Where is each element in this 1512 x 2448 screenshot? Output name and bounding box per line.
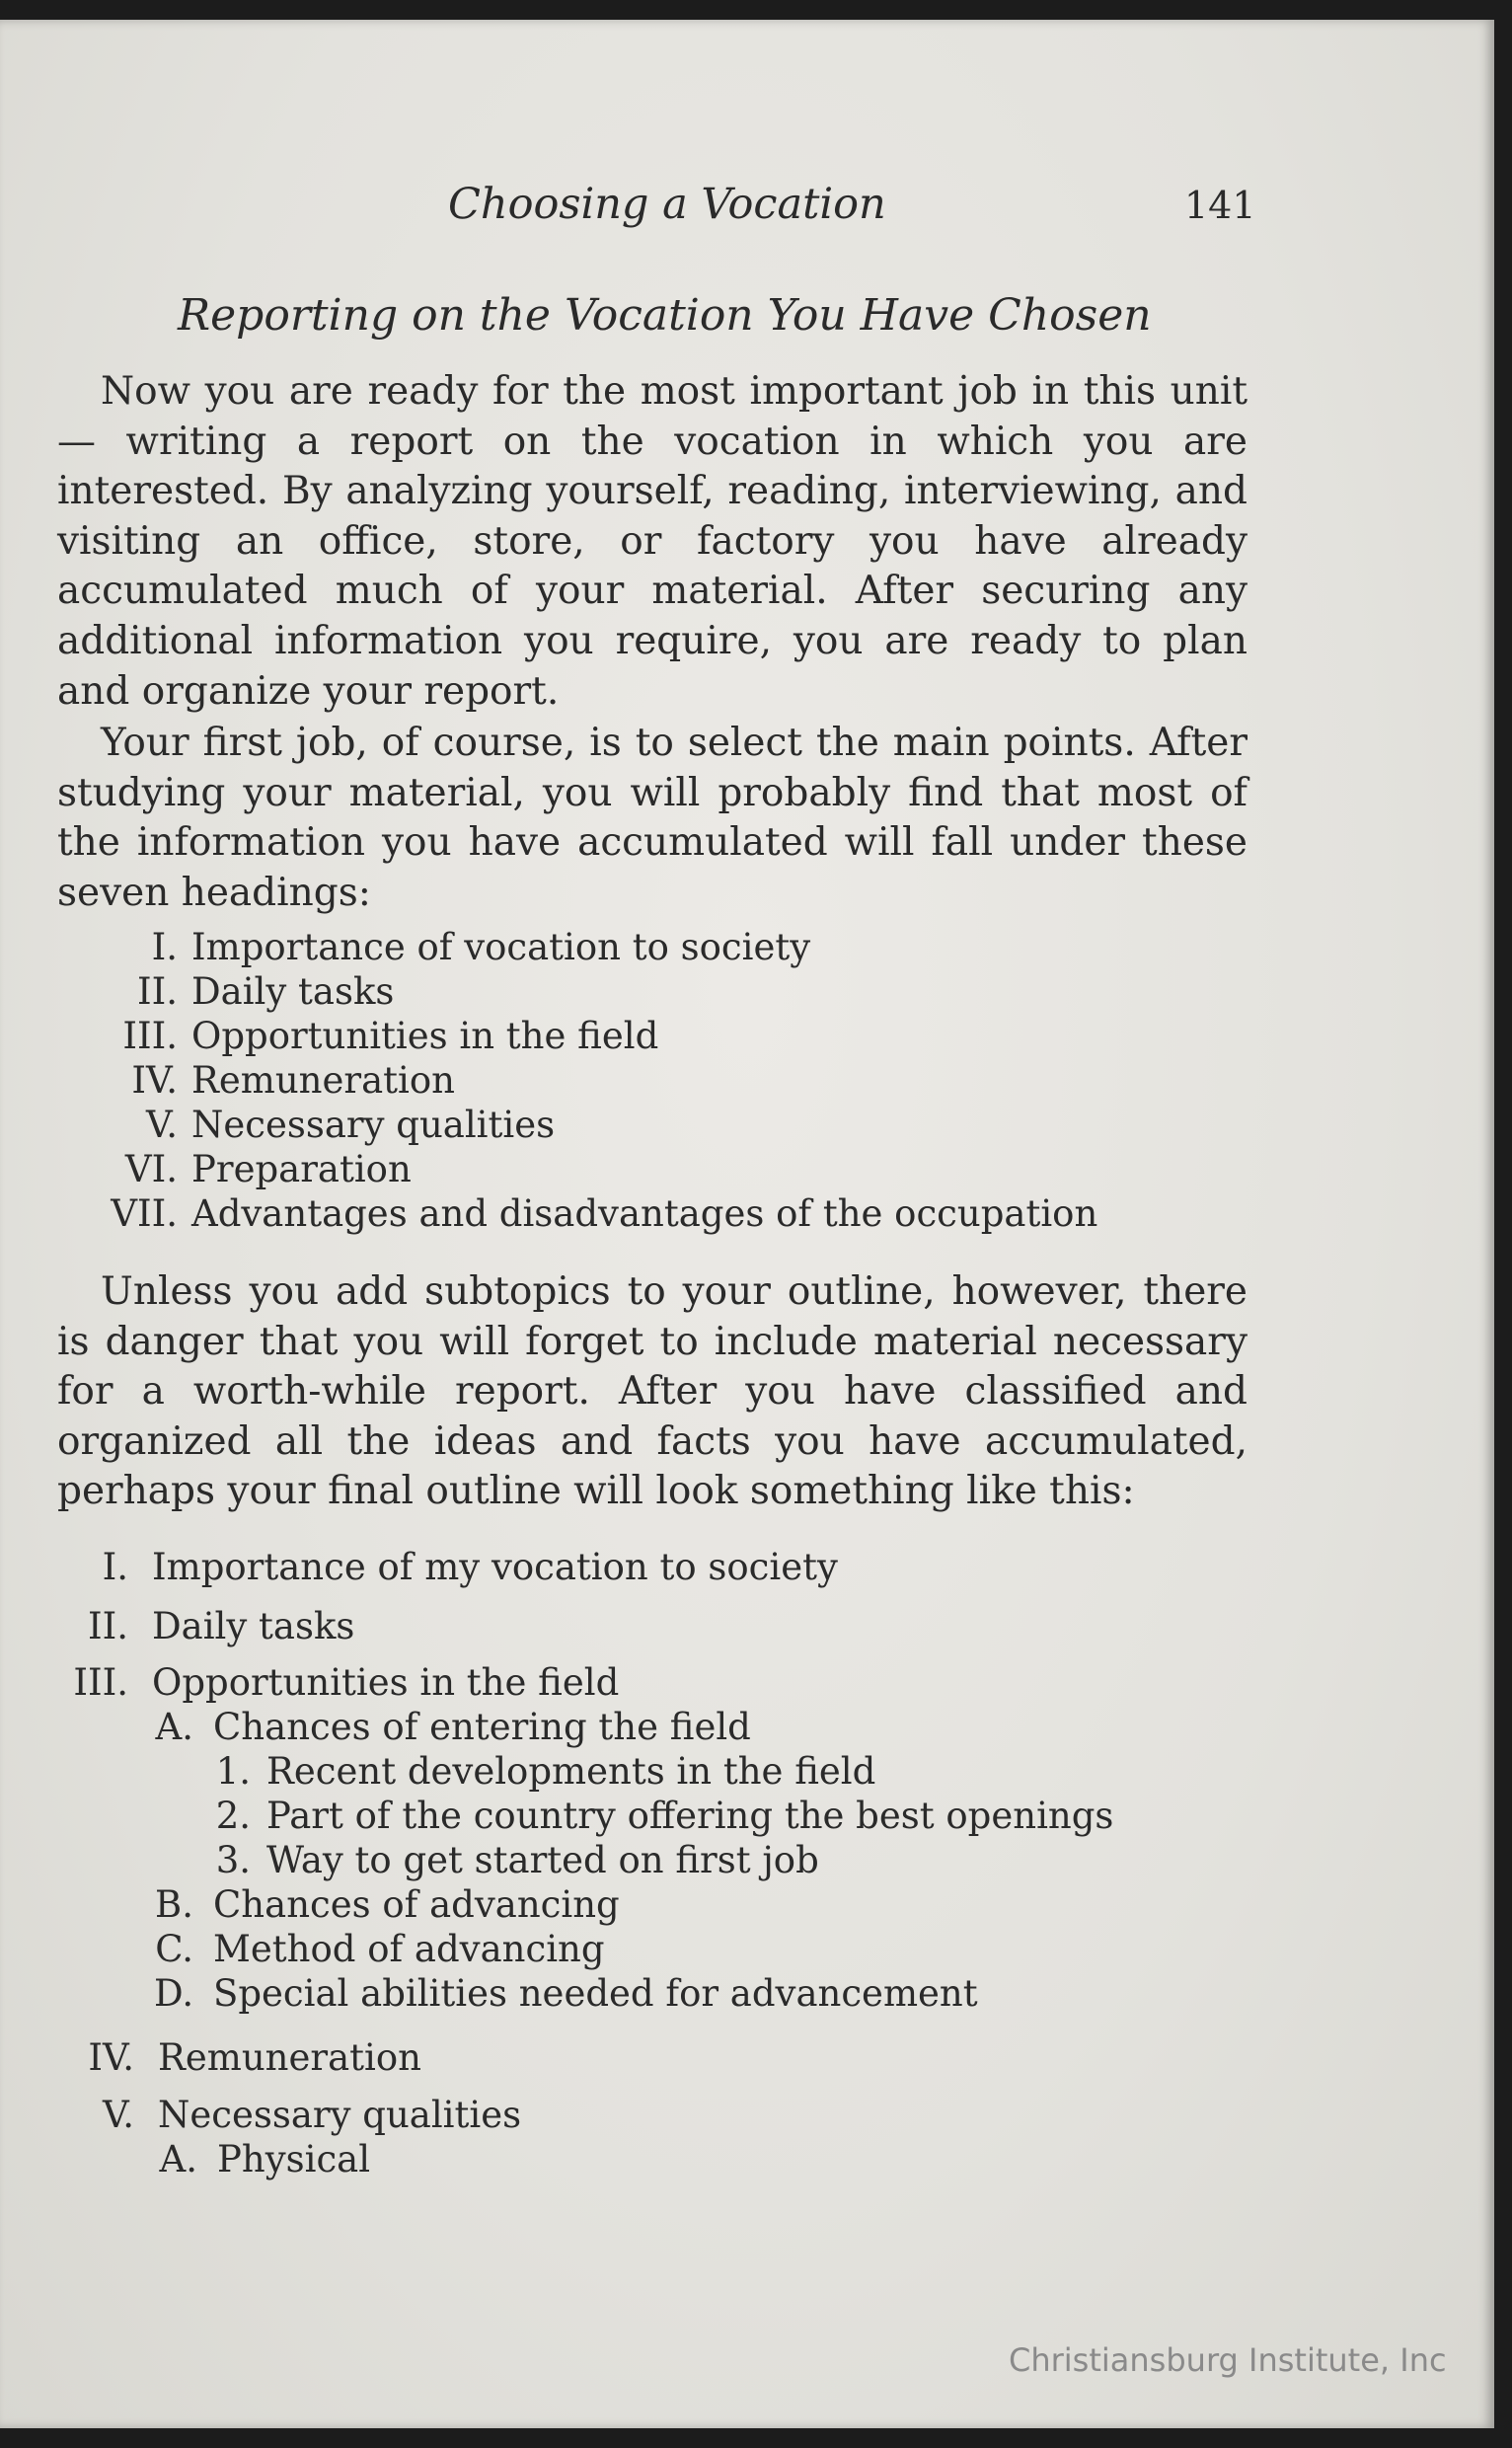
- outline-item-text: Special abilities needed for advancement: [213, 1972, 978, 2015]
- book-page: [0, 20, 1494, 2428]
- outline-item-number: B.: [155, 1883, 193, 1926]
- list-item-number: I.: [151, 926, 178, 968]
- outline-item-number: III.: [73, 1661, 128, 1704]
- outline-item-text: Remuneration: [158, 2036, 421, 2079]
- outline-item-number: V.: [102, 2094, 134, 2136]
- list-item-text: Opportunities in the field: [191, 1015, 659, 1057]
- list-item-text: Preparation: [191, 1148, 412, 1190]
- outline-item-text: Physical: [217, 2138, 371, 2180]
- list-item-number: IV.: [131, 1059, 178, 1102]
- outline-item-number: 3.: [215, 1839, 251, 1881]
- outline-item-number: 1.: [215, 1750, 251, 1793]
- outline-item-text: Method of advancing: [213, 1928, 605, 1970]
- outline-item-number: IV.: [88, 2036, 134, 2079]
- outline-item-text: Recent developments in the field: [266, 1750, 876, 1793]
- paragraph-text: Your first job, of course, is to select the main points. After studying your material, you will probably find that most of the information you have accumulated will fall under these seven headings:: [57, 721, 1247, 915]
- list-item-text: Daily tasks: [191, 970, 395, 1013]
- page-number: 141: [1184, 184, 1256, 227]
- paragraph-text: Now you are ready for the most important job in this unit — writing a report on the vocation in which you are interested. By analyzing yourself, reading, interviewing, and visiting an office, store, or factory you have already accumulated much of your material. After securing any additional information you require, you are ready to plan and organize your report.: [57, 369, 1247, 714]
- paragraph-text: Unless you add subtopics to your outline, however, there is danger that you will forget to include material necessary for a worth-while report. After you have classified and organized all the ideas and facts you have accumulated, perhaps your final outline will look something like this:: [57, 1269, 1247, 1514]
- list-item-text: Importance of vocation to society: [191, 926, 811, 968]
- running-head: Choosing a Vocation: [448, 180, 886, 229]
- watermark: Christiansburg Institute, Inc: [1009, 2341, 1447, 2379]
- list-item-number: V.: [145, 1104, 178, 1146]
- list-item-text: Remuneration: [191, 1059, 455, 1102]
- paragraph-outline-intro: [57, 1267, 1247, 1517]
- outline-item-text: Necessary qualities: [158, 2094, 522, 2136]
- outline-item-number: A.: [159, 2138, 197, 2180]
- outline-item-text: Chances of advancing: [213, 1883, 620, 1926]
- list-item-number: VI.: [124, 1148, 178, 1190]
- paragraph-intro: [57, 367, 1247, 717]
- outline-item-number: II.: [88, 1605, 128, 1647]
- outline-item-text: Opportunities in the field: [152, 1661, 620, 1704]
- list-item-number: II.: [137, 970, 178, 1013]
- list-item-number: III.: [122, 1015, 178, 1057]
- paragraph-main-points: [57, 719, 1247, 918]
- outline-item-number: 2.: [215, 1795, 251, 1837]
- list-item-text: Necessary qualities: [191, 1104, 556, 1146]
- outline-item-number: A.: [155, 1706, 193, 1748]
- outline-item-text: Way to get started on first job: [266, 1839, 819, 1881]
- outline-item-text: Chances of entering the field: [213, 1706, 751, 1748]
- list-item-number: VII.: [111, 1192, 178, 1235]
- outline-item-text: Importance of my vocation to society: [152, 1546, 838, 1588]
- outline-item-number: D.: [154, 1972, 194, 2015]
- section-title: Reporting on the Vocation You Have Chosen: [178, 290, 1152, 341]
- outline-item-number: I.: [102, 1546, 128, 1588]
- list-item-text: Advantages and disadvantages of the occupation: [191, 1192, 1098, 1235]
- outline-item-text: Daily tasks: [152, 1605, 355, 1647]
- outline-item-number: C.: [155, 1928, 193, 1970]
- outline-item-text: Part of the country offering the best openings: [266, 1795, 1114, 1837]
